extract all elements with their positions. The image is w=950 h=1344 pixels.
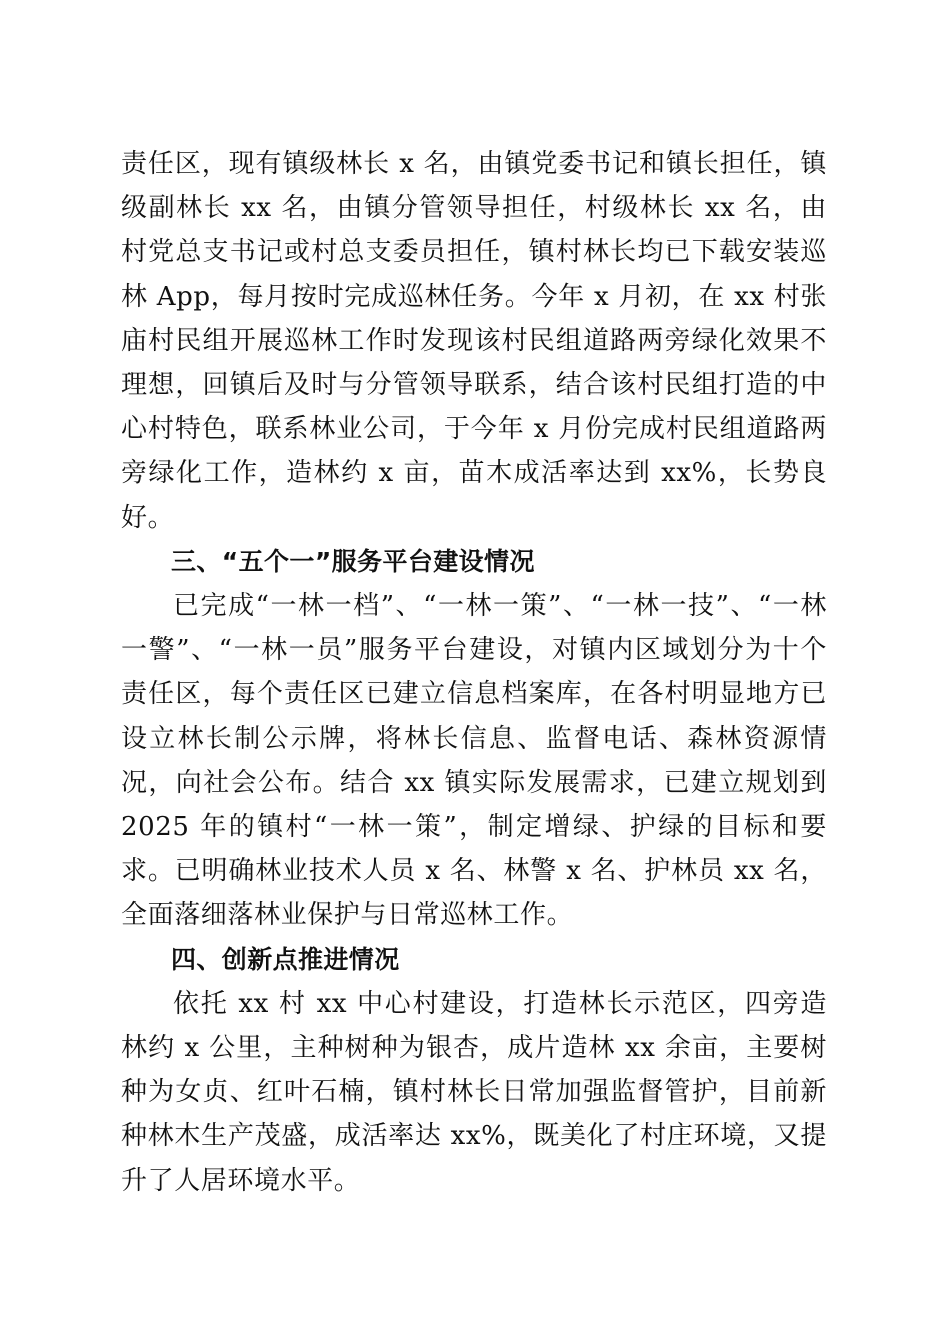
section-heading-five-ones-platform: 三、“五个一”服务平台建设情况 <box>171 546 535 576</box>
paragraph-innovation-details: 依托 xx 村 xx 中心村建设，打造林长示范区，四旁造林约 x 公里，主种树种为银杏，成片造林 xx 余亩，主要树种为女贞、红叶石楠，镇村林长日常加强监督管护，目前新种林木生产茂盛，成活率达 xx%，既美化了村庄环境，又提升了人居环境水平。 <box>121 988 827 1196</box>
paragraph-responsibility-area: 责任区，现有镇级林长 x 名，由镇党委书记和镇长担任，镇级副林长 xx 名，由镇分管领导担任，村级林长 xx 名，由村党总支书记或村总支委员担任，镇村林长均已下载安装巡林 App，每月按时完成巡林任务。今年 x 月初，在 xx 村张庙村民组开展巡林工作时发现该村民组道路两旁绿化效果不理想，回镇后及时与分管领导联系，结合该村民组打造的中心村特色，联系林业公司，于今年 x 月份完成村民组道路两旁绿化工作，造林约 x 亩，苗木成活率达到 xx%，长势良好。 <box>121 149 827 533</box>
document-body <box>121 142 827 1203</box>
section-heading-innovation-progress: 四、创新点推进情况 <box>171 944 400 974</box>
paragraph-platform-construction: 已完成“一林一档”、“一林一策”、“一林一技”、“一林一警”、“一林一员”服务平台建设，对镇内区域划分为十个责任区，每个责任区已建立信息档案库，在各村明显地方已设立林长制公示牌，将林长信息、监督电话、森林资源情况，向社会公布。结合 xx 镇实际发展需求，已建立规划到 2025 年的镇村“一林一策”，制定增绿、护绿的目标和要求。已明确林业技术人员 x 名、林警 x 名、护林员 xx 名，全面落细落林业保护与日常巡林工作。 <box>121 591 827 931</box>
